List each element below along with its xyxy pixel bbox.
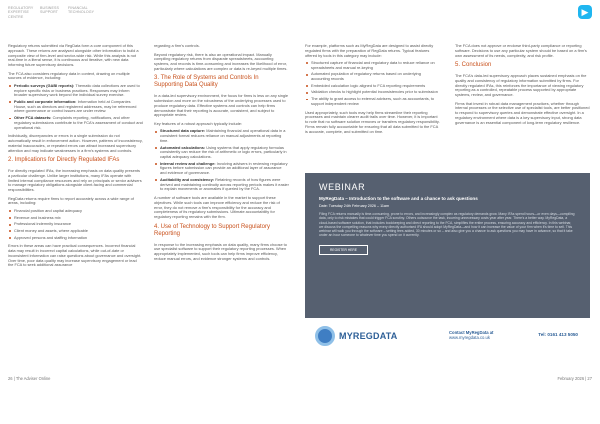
paragraph: Beyond regulatory risk, there is also an operational impact. Manually compiling regulatory returns from disparate spreadsheets, accounting systems, and records is time-consuming and increases the likelihood of error, particularly where calculations are complex or data is re-keyed multiple times. [154,51,288,71]
myregdata-logo[interactable] [315,326,397,346]
column-2 [154,44,289,265]
paragraph: The FCA does not approve or endorse third-party compliance or reporting software. Decisions to use any particular system should be based on a firm's own assessment of its needs, complexity, and risk profile. [455,43,587,58]
footer-right: February 2026 | 27 [557,376,592,381]
nav-financial-technology[interactable]: FINANCIAL TECHNOLOGY [68,6,95,15]
list-item: Structured capture of financial and regulatory data to reduce reliance on spreadsheets and manual re-keying [305,61,440,71]
webinar-body: Filing FCA returns manually is time-consuming, prone to errors, and increasingly complex as regulatory demands grow. Many IFAs spend hours—or even days—compiling data, only to risk mistakes that could trigger FCA scrutiny. Others outsource the task, incurring unnecessary costs year after year. There's a better way. MyRegData, a cloud-based software solution, that includes bookkeeping and direct reporting to the FCA, simplifies the entire process, ensuring accuracy and efficiency. In this webinar, we discuss the compelling reasons why every directly authorised IFA should adopt MyRegData—and how it can increase the value of your firm when it's time to sell. This webinar will walk you through the software – setting fees added, 30 minutes or so – and also give you a chance to ask questions you may have in advance, so that it take under an hour someone to whatever time you spend on it currently. [319,212,575,238]
paragraph: In a data-led supervisory environment, the focus for firms is less on any single submission and more on the robustness of the underlying processes used to produce regulatory data. Effective systems and controls can help firms demonstrate that their reporting is accurate, consistent, and subject to appropriate review. [154,93,289,118]
column-4 [455,44,590,129]
list-item: The ability to grant access to external advisers, such as accountants, to support independent review [305,97,440,107]
list-item: Client money and assets, where applicable [8,229,143,234]
contact-info [449,330,493,341]
paragraph: Used appropriately, such tools may help firms streamline their reporting processes and maintain clearer audit trails over time. However, it is important to note that no software solution removes or transfers regulatory responsibility. Firms remain fully accountable for ensuring that all data submitted to the FCA is accurate, complete, and submitted on time. [305,109,440,134]
column-1 [8,44,143,272]
publication-logo-icon[interactable]: ▶ [578,5,592,19]
bullet-list [8,84,143,131]
webinar-title: MyRegData – Introduction to the software and a chance to ask questions [319,196,478,201]
paragraph: In response to the increasing emphasis on data quality, many firms choose to use specialist software to support their regulatory reporting processes. When appropriately implemented, such tools can help firms improve efficiency, reduce manual errors, and evidence stronger systems and controls. [154,241,287,261]
list-item: Professional indemnity insurance [8,222,143,227]
myregdata-logo-icon [315,326,335,346]
section-heading: 2. Implications for Directly Regulated IFAs [8,157,120,164]
list-item: Periodic surveys (GABI reports): Thematic data collections are used to explore specific risks or business practices. Responses may inform broader supervisory work beyond the individual survey exercise. [8,84,143,98]
paragraph: For directly regulated IFAs, the increasing emphasis on data quality presents a particular challenge. Unlike larger institutions, many IFAs operate with limited internal compliance resources and rely on principals or senior advisers to manage regulatory obligations alongside client-facing and commercial responsibilities. [8,168,142,193]
bullet-list [8,209,143,240]
paragraph: Key features of a robust approach typically include: [154,120,243,126]
paragraph: The FCA's data-led supervisory approach places sustained emphasis on the quality and consistency of regulatory information submitted by firms. For directly regulated IFAs, this reinforces the importance of viewing regulatory reporting as a controlled, repeatable process supported by appropriate systems, review, and governance. [455,73,587,98]
myregdata-contact-bar [305,318,590,356]
section-heading: 5. Conclusion [455,62,492,69]
paragraph: For example, platforms such as MyRegData are designed to assist directly regulated firms with the preparation of RegData returns. Typical features offered by tools in this category may include: [305,43,434,58]
contact-label: Contact MyRegData at [449,330,494,335]
webinar-heading: WEBINAR [319,182,366,192]
section-heading: 3. The Role of Systems and Controls In Supporting Data Quality [154,75,259,89]
list-item: Auditability and consistency: Retaining records of how figures were derived and maintaining continuity across reporting periods makes it easier to explain movements or anomalies if queried by the FCA. [154,178,289,192]
column-3 [305,44,440,138]
list-item: Structured data capture: Maintaining financial and operational data in a consistent format reduces reliance on manual adjustments at reporting time. [154,129,289,143]
list-item: Revenue and business mix [8,216,143,221]
list-item: Approved persons and staffing information [8,236,143,241]
webinar-advert [305,173,590,318]
paragraph: The FCA also considers regulatory data in context, drawing on multiple sources of evidence, including: [8,70,130,81]
list-item: Public and corporate information: Information held at Companies House, such as directors and registered addresses, may be referenced where governance or control issues are under review. [8,100,143,114]
list-item: Other FCA datasets: Complaints reporting, notifications, and other regulatory submissions contribute to the FCA's assessment of conduct and operational risk. [8,116,143,130]
telephone-number[interactable]: Tel: 0161 413 5050 [538,332,578,337]
myregdata-brand: MYREGDATA [339,331,398,341]
bullet-list [154,129,289,192]
section-heading: 4. Use of Technology to Support Regulatory Reporting [154,223,270,237]
bullet-list [305,61,440,107]
register-button[interactable]: REGISTER HERE [319,245,368,255]
webinar-date: Date: Tuesday 24th February 2026 – 11am [319,204,390,208]
list-item: Validation checks to highlight potential inconsistencies prior to submission [305,90,440,95]
list-item: Automated population of regulatory returns based on underlying accounting records [305,72,440,82]
contact-website-link[interactable]: www.myregdata.co.uk [449,335,490,341]
footer-left: 26 | The Adviser Online [8,376,51,381]
nav-regulatory-expertise-centre[interactable]: REGULATORY EXPERTISE CENTRE [8,6,34,19]
paragraph: Errors in these areas can have practical consequences. Incorrect financial data may result in incorrect capital calculations, while out-of-date or inconsistent information can raise questions about governance and oversight. Over time, poor data quality may increase supervisory engagement or lead the FCA to seek additional assurance [8,243,142,268]
top-navigation [0,0,600,26]
list-item: Embedded calculation logic aligned to FCA reporting requirements [305,84,440,89]
list-item: Financial position and capital adequacy [8,209,143,214]
nav-business-support[interactable]: BUSINESS SUPPORT [40,6,59,15]
paragraph: Firms that invest in robust data management practices, whether through internal processes or the selective use of specialist tools, are better positioned to respond to supervisory queries and demonstrate effective oversight. In a regulatory environment where data is a key supervisory input, strong data governance is an essential component of long-term regulatory resilience. [455,100,590,125]
paragraph: RegData returns require firms to report accurately across a wide range of areas, including: [8,195,134,206]
paragraph: A number of software tools are available in the market to support these objectives. While such tools can improve efficiency and reduce the risk of error, they do not remove a firm's responsibility for the accuracy and completeness of its regulatory submissions. Ultimate accountability for regulatory reporting remains with the firm. [154,195,280,220]
paragraph: Individually, discrepancies or errors in a single submission do not automatically result in enforcement action. However, patterns of inconsistency, material inaccuracies, or repeated errors can attract increased supervisory attention and may indicate weaknesses in a firm's systems and controls. [8,133,143,153]
paragraph: Regulatory returns submitted via RegData form a core component of this approach. These returns are analysed alongside other information to build a composite view of firm-level and sector-wide risk. While this analysis is not real-time in a literal sense, it is continuous and iterative, with new data informing future supervisory decisions. [8,43,139,67]
list-item: Internal review and challenge: Involving advisers in reviewing regulatory figures before submission can provide an additional layer of assurance and evidence of governance. [154,162,289,176]
paragraph: regarding a firm's controls. [154,43,200,48]
list-item: Automated calculations: Using systems that apply regulatory formulas consistently can reduce the risk of arithmetic or logic errors, particularly in capital adequacy calculations. [154,146,289,160]
